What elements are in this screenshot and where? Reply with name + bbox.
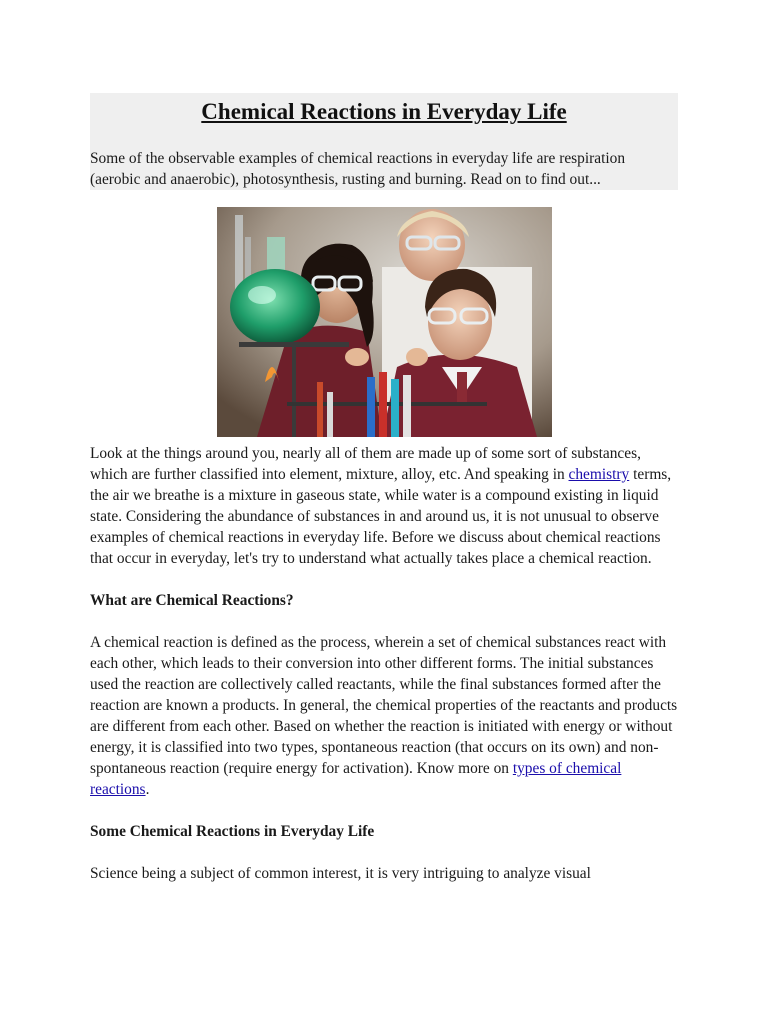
types-of-chemical-reactions-link[interactable]: types of chemical reactions bbox=[90, 760, 622, 798]
section-heading-what-are: What are Chemical Reactions? bbox=[90, 592, 294, 609]
lab-photo-illustration bbox=[217, 207, 552, 437]
paragraph-substances bbox=[90, 443, 678, 569]
section-heading-everyday: Some Chemical Reactions in Everyday Life bbox=[90, 823, 375, 840]
intro-paragraph: Some of the observable examples of chemical reactions in everyday life are respiration (aerobic and anaerobic), photosynthesis, rusting and burning. Read on to find out... bbox=[90, 150, 626, 188]
paragraph-text: A chemical reaction is defined as the process, wherein a set of chemical substances react with each other, which leads to their conversion into other different forms. The initial substances used the reaction are collectively called reactants, while the final substances formed after the reaction are known a products. In general, the chemical properties of the reactants and products are different from each other. Based on whether the reaction is initiated with energy or without energy, it is classified into two types, spontaneous reaction (that occurs on its own) and non-spontaneous reaction (require energy for activation). Know more on bbox=[90, 634, 678, 777]
paragraph-text: Look at the things around you, nearly all of them are made up of some sort of substances, which are further classified into element, mixture, alloy, etc. And speaking in bbox=[90, 445, 641, 483]
chemistry-link[interactable]: chemistry bbox=[568, 466, 630, 483]
page-title: Chemical Reactions in Everyday Life bbox=[201, 99, 567, 124]
header-box bbox=[90, 93, 678, 190]
paragraph-text: . bbox=[145, 781, 150, 798]
lab-photo bbox=[217, 207, 552, 437]
paragraph-science: Science being a subject of common interest, it is very intriguing to analyze visual bbox=[90, 865, 591, 882]
document-page bbox=[90, 93, 678, 882]
paragraph-definition bbox=[90, 632, 678, 800]
paragraph-text: terms, the air we breathe is a mixture in gaseous state, while water is a compound existing in liquid state. Considering the abundance of substances in and around us, it is not unusual to observe examples of chemical reactions in everyday life. Before we discuss about chemical reactions that occur in everyday, let's try to understand what actually takes place a chemical reaction. bbox=[90, 466, 672, 567]
article-body bbox=[90, 443, 678, 905]
